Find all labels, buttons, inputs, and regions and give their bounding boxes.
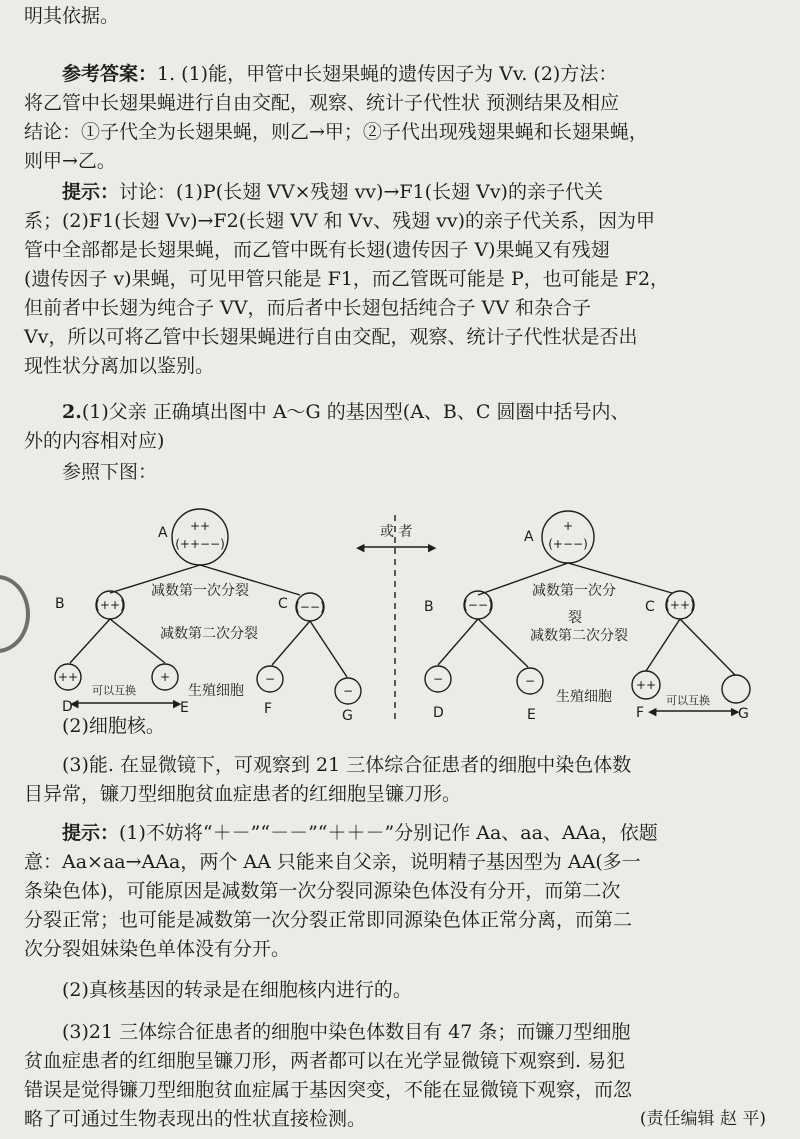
question-paragraph	[24, 398, 800, 427]
label-D-left: D	[62, 699, 73, 715]
question-number: 2.	[62, 401, 82, 423]
B-right-sym: (−−)	[463, 598, 493, 612]
right-div1a: 减数第一次分	[532, 583, 616, 599]
text-line: 讨论：(1)P(长翅 VV×残翅 vv)→F1(长翅 Vv)的亲子代关	[119, 181, 603, 203]
or-label: 或 者	[380, 524, 413, 540]
right-div1b: 裂	[568, 610, 582, 626]
hint-label: 提示：	[62, 181, 120, 203]
text-line: 分裂正常；也可能是减数第一次分裂正常即同源染色体正常分离，而第二	[24, 909, 633, 931]
answer-paragraph	[24, 60, 800, 89]
A-right-bottom: (+−−)	[548, 537, 588, 551]
text-line: (1)父亲 正确填出图中 A～G 的基因型(A、B、C 圆圈中括号内、	[81, 401, 630, 423]
branch	[646, 619, 680, 671]
F-right-sym: ++	[635, 678, 657, 692]
text-line: (2)细胞核。	[62, 715, 165, 737]
text-line: 则甲→乙。	[24, 150, 116, 172]
branch	[478, 619, 528, 667]
text-line: 现性状分离加以鉴别。	[24, 355, 215, 377]
hint-paragraph	[24, 178, 800, 207]
branch	[272, 621, 310, 665]
text-line: (1)不妨将“＋－”“－－”“＋＋－”分别记作 Aa、aa、AAa，依题	[119, 822, 658, 844]
text-line: 管中全部都是长翅果蝇，而乙管中既有长翅(遗传因子 V)果蝇又有残翅	[24, 239, 610, 261]
text-line: 贫血症患者的红细胞呈镰刀形，两者都可以在光学显微镜下观察到. 易犯	[24, 1050, 626, 1072]
answer-label: 参考答案：	[62, 63, 158, 85]
branch	[110, 619, 165, 663]
label-F-right: F	[636, 705, 645, 721]
branch	[70, 619, 110, 663]
label-D-right: D	[433, 705, 444, 721]
text-line: 外的内容相对应)	[24, 430, 165, 452]
branch	[438, 619, 478, 665]
text-line: Vv，所以可将乙管中长翅果蝇进行自由交配，观察、统计子代性状是否出	[24, 326, 638, 348]
right-div2: 减数第二次分裂	[530, 628, 628, 644]
text-line: (3)能. 在显微镜下，可观察到 21 三体综合征患者的细胞中染色体数	[62, 754, 632, 776]
C-left-sym: (−−)	[295, 600, 325, 614]
gamete-right: 生殖细胞	[556, 689, 612, 705]
text-line: 次分裂姐妹染色单体没有分开。	[24, 938, 291, 960]
E-left-sym: +	[159, 670, 171, 684]
label-A-right: A	[524, 529, 534, 545]
text-line: (3)21 三体综合征患者的细胞中染色体数目有 47 条；而镰刀型细胞	[62, 1021, 631, 1043]
label-B-left: B	[55, 596, 65, 612]
text-line: 条染色体)，可能原因是减数第一次分裂同源染色体没有分开，而第二次	[24, 880, 621, 902]
swap-left: 可以互换	[92, 684, 136, 697]
text-line: 参照下图：	[62, 461, 158, 483]
label-C-right: C	[645, 599, 655, 615]
left-div1: 减数第一次分裂	[151, 583, 249, 599]
branch	[310, 621, 347, 677]
A-left-top: ++	[189, 519, 211, 533]
editor-credit: (责任编辑 赵 平)	[639, 1109, 766, 1129]
hint-paragraph-2	[24, 819, 800, 848]
arrow-head: ◀	[356, 541, 365, 554]
A-left-bottom: (++−−)	[175, 537, 225, 551]
text-line: 明其依据。	[24, 5, 120, 27]
text-line: (2)真核基因的转录是在细胞核内进行的。	[62, 979, 412, 1001]
branch	[680, 619, 735, 675]
swap-right: 可以互换	[666, 694, 710, 707]
arrow-head: ▶	[731, 705, 740, 718]
D-right-sym: −	[432, 672, 444, 686]
C-right-sym: (++)	[665, 598, 695, 612]
text-line: (遗传因子 v)果蝇，可见甲管只能是 F1，而乙管既可能是 P，也可能是 F2，	[24, 268, 670, 290]
E-right-sym: −	[524, 674, 536, 688]
arrow-head: ◀	[648, 705, 657, 718]
gamete-left: 生殖细胞	[188, 683, 244, 699]
arrow-head: ◀	[70, 697, 79, 710]
label-B-right: B	[424, 599, 434, 615]
label-E-left: E	[180, 700, 189, 716]
text-line: 但前者中长翅为纯合子 VV，而后者中长翅包括纯合子 VV 和杂合子	[24, 297, 592, 319]
text-line: 系；(2)F1(长翅 Vv)→F2(长翅 VV 和 Vv、残翅 vv)的亲子代关系，因为甲	[24, 210, 656, 232]
text-line: 1. (1)能，甲管中长翅果蝇的遗传因子为 Vv. (2)方法：	[157, 63, 618, 85]
text-line: 意：Aa×aa→AAa，两个 AA 只能来自父亲，说明精子基因型为 AA(多一	[24, 851, 641, 873]
A-right-top: +	[562, 519, 574, 533]
label-G-right: G	[738, 706, 749, 722]
label-G-left: G	[342, 708, 353, 724]
cell-G-right	[722, 675, 750, 703]
text-line: 略了可通过生物表现出的性状直接检测。	[24, 1108, 367, 1130]
hint-label: 提示：	[62, 822, 120, 844]
meiosis-diagram	[0, 465, 800, 725]
label-F-left: F	[264, 701, 273, 717]
label-E-right: E	[527, 707, 536, 723]
text-line: 结论：①子代全为长翅果蝇，则乙→甲；②子代出现残翅果蝇和长翅果蝇，	[24, 121, 648, 143]
arrow-head: ▶	[428, 541, 437, 554]
G-left-sym: −	[342, 684, 354, 698]
left-div2: 减数第二次分裂	[160, 626, 258, 642]
text-line: 将乙管中长翅果蝇进行自由交配，观察、统计子代性状 预测结果及相应	[24, 92, 620, 114]
text-line: 错误是觉得镰刀型细胞贫血症属于基因突变，不能在显微镜下观察，而忽	[24, 1079, 633, 1101]
text-line: 目异常，镰刀型细胞贫血症患者的红细胞呈镰刀形。	[24, 783, 462, 805]
F-left-sym: −	[264, 672, 276, 686]
arrow-head: ▶	[173, 697, 182, 710]
B-left-sym: (++)	[95, 598, 125, 612]
label-A-left: A	[158, 525, 168, 541]
D-left-sym: ++	[57, 670, 79, 684]
label-C-left: C	[278, 596, 288, 612]
